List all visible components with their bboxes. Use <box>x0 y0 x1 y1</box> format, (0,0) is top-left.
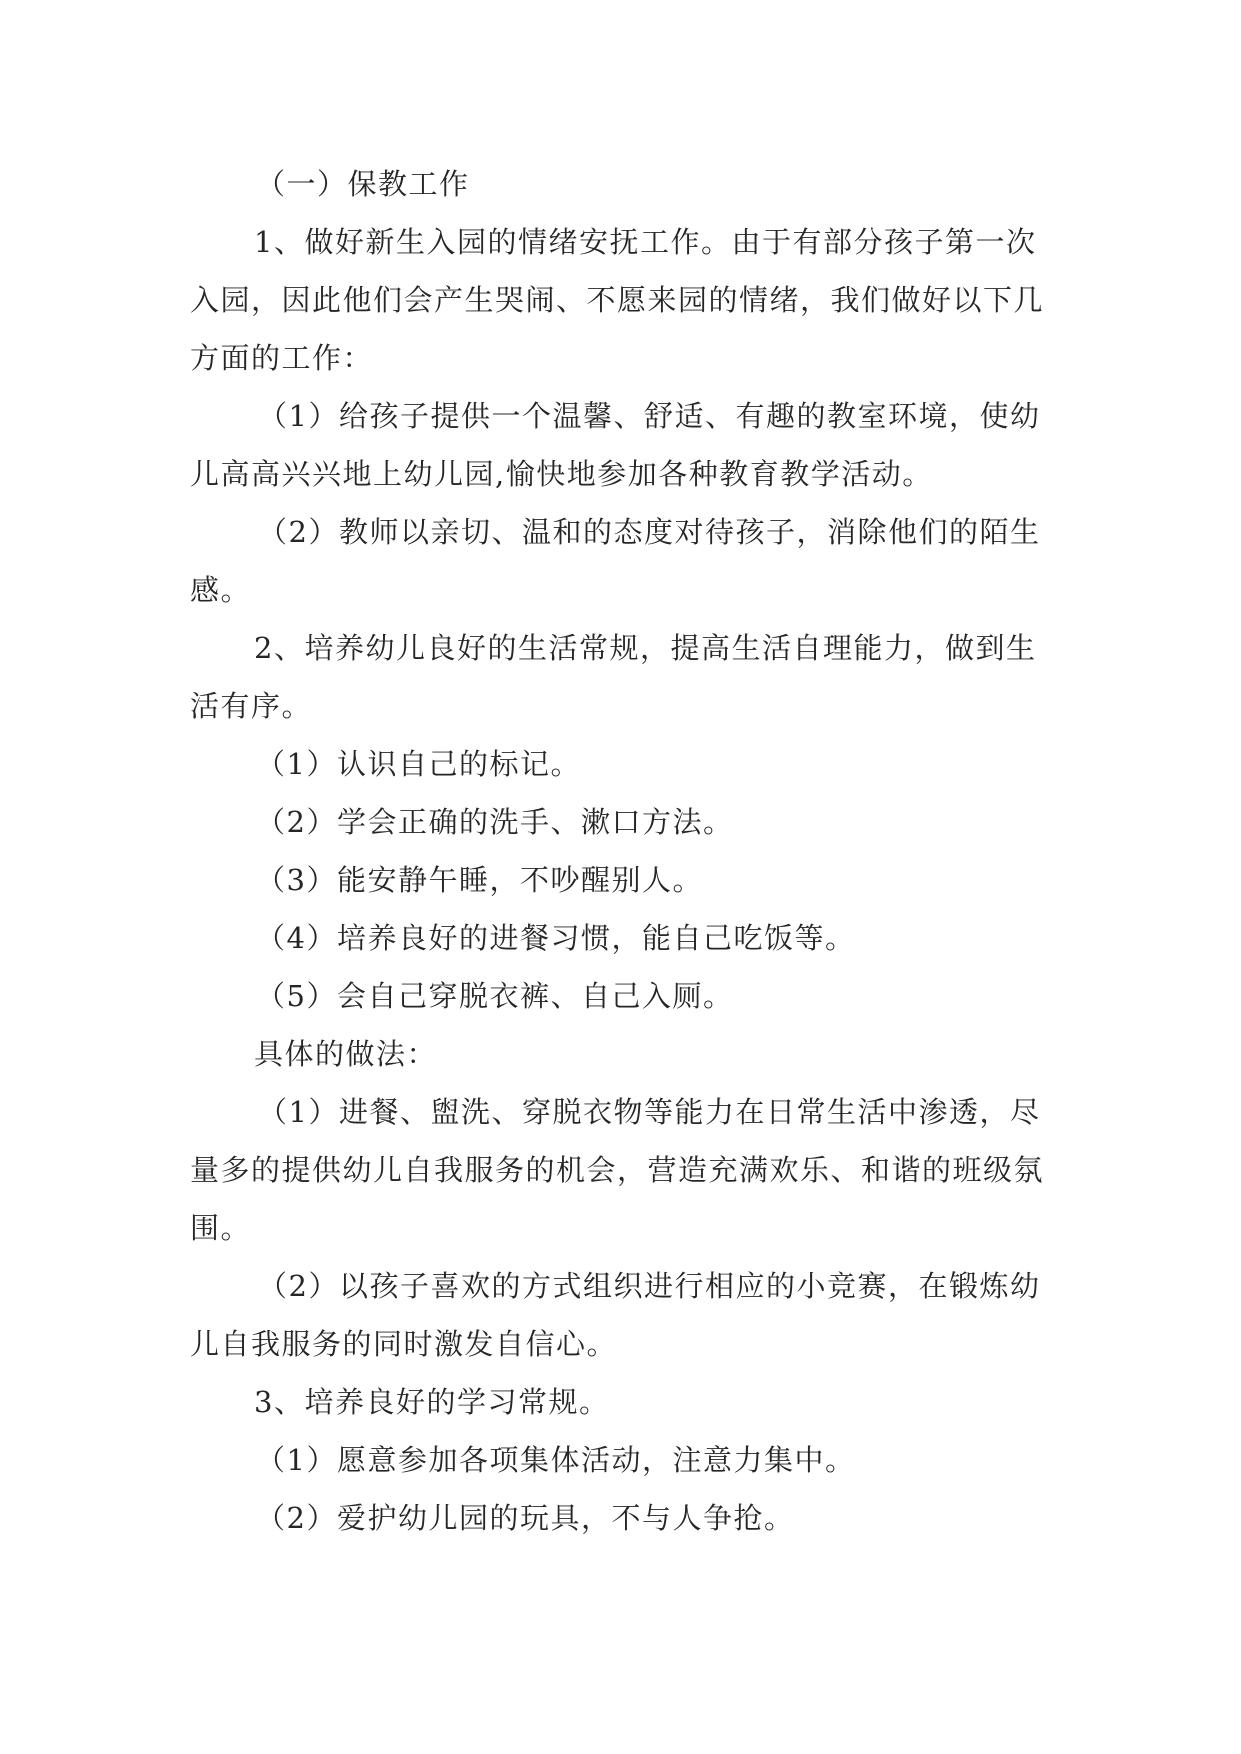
item-3-sub-1: （1）愿意参加各项集体活动，注意力集中。 <box>256 1443 856 1477</box>
item-1-paragraph: 1、做好新生入园的情绪安抚工作。由于有部分孩子第一次入园，因此他们会产生哭闹、不愿来园的情绪，我们做好以下几方面的工作： <box>190 225 1045 375</box>
method-sub-2: （2）以孩子喜欢的方式组织进行相应的小竞赛，在锻炼幼儿自我服务的同时激发自信心。 <box>190 1269 1041 1361</box>
item-2-sub-5: （5）会自己穿脱衣裤、自己入厕。 <box>256 979 734 1013</box>
method-sub-1: （1）进餐、盥洗、穿脱衣物等能力在日常生活中渗透，尽量多的提供幼儿自我服务的机会，营造充满欢乐、和谐的班级氛围。 <box>190 1095 1045 1245</box>
item-2-paragraph: 2、培养幼儿良好的生活常规，提高生活自理能力，做到生活有序。 <box>190 631 1037 723</box>
item-2-sub-1: （1）认识自己的标记。 <box>256 747 581 781</box>
item-1-sub-1: （1）给孩子提供一个温馨、舒适、有趣的教室环境，使幼儿高高兴兴地上幼儿园,愉快地参加各种教育教学活动。 <box>190 399 1041 491</box>
item-2-sub-3: （3）能安静午睡，不吵醒别人。 <box>256 863 703 897</box>
item-1-sub-2: （2）教师以亲切、温和的态度对待孩子，消除他们的陌生感。 <box>190 515 1041 607</box>
item-3-sub-2: （2）爱护幼儿园的玩具，不与人争抢。 <box>256 1501 795 1535</box>
item-3-paragraph: 3、培养良好的学习常规。 <box>254 1385 610 1419</box>
method-label: 具体的做法： <box>254 1037 438 1071</box>
item-2-sub-2: （2）学会正确的洗手、漱口方法。 <box>256 805 734 839</box>
document-body <box>190 155 1060 1547</box>
section-heading: （一）保教工作 <box>256 167 470 201</box>
item-2-sub-4: （4）培养良好的进餐习惯，能自己吃饭等。 <box>256 921 856 955</box>
